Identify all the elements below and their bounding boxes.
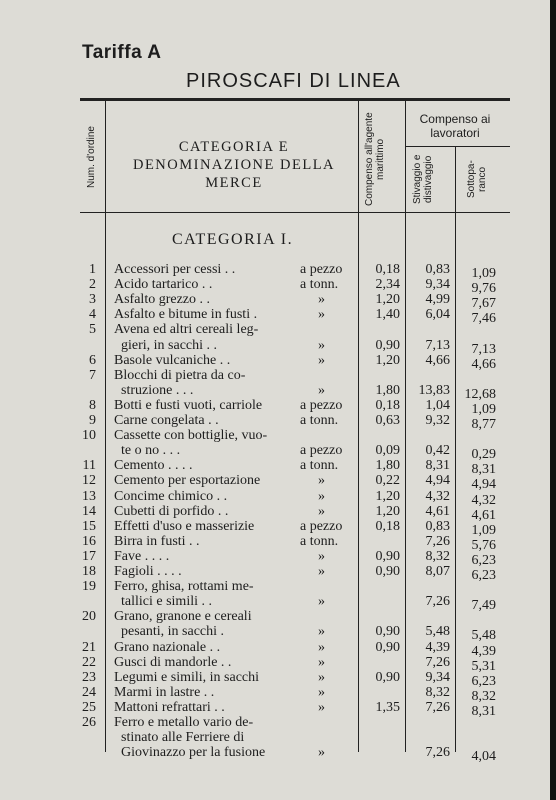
unit-label: a pezzo (300, 519, 343, 534)
row-number: 26 (82, 715, 96, 730)
unit-label: » (318, 624, 325, 639)
unit-label: » (318, 473, 325, 488)
row-number: 7 (89, 368, 96, 383)
sottoparanco-header: Sottopa- ranco (466, 160, 488, 198)
stivaggio-value: 6,04 (425, 307, 450, 322)
unit-label: a pezzo (300, 443, 343, 458)
header-bottom-rule (80, 212, 510, 213)
merce-name: Fagioli . . . . (114, 564, 182, 579)
row-number: 17 (82, 549, 96, 564)
sottoparanco-value: 8,77 (471, 417, 496, 432)
unit-label: » (318, 594, 325, 609)
sottoparanco-value: 8,31 (471, 704, 496, 719)
sottoparanco-value: 4,32 (471, 493, 496, 508)
sottoparanco-value: 5,31 (471, 659, 496, 674)
row-number: 20 (82, 609, 96, 624)
compenso-agente-value: 1,20 (375, 353, 400, 368)
stivaggio-value: 1,04 (425, 398, 450, 413)
sottoparanco-value: 7,49 (471, 598, 496, 613)
merce-name: Gusci di mandorle . . (114, 655, 232, 670)
row-number: 4 (89, 307, 96, 322)
stivaggio-value: 8,32 (425, 549, 450, 564)
unit-label: a tonn. (300, 534, 339, 549)
stivaggio-value: 4,66 (425, 353, 450, 368)
merce-name: Basole vulcaniche . . (114, 353, 231, 368)
unit-label: » (318, 564, 325, 579)
unit-label: » (318, 745, 325, 760)
col-divider-1 (105, 100, 106, 752)
sottoparanco-value: 4,04 (471, 749, 496, 764)
compenso-agente-value: 0,90 (375, 564, 400, 579)
merce-name: pesanti, in sacchi . (121, 624, 225, 639)
row-number: 10 (82, 428, 96, 443)
stivaggio-value: 7,26 (425, 534, 450, 549)
stivaggio-value: 0,83 (425, 262, 450, 277)
stivaggio-value: 9,34 (425, 277, 450, 292)
merce-name: Concime chimico . . (114, 489, 228, 504)
stivaggio-value: 0,83 (425, 519, 450, 534)
stivaggio-header: Stivaggio e distivaggio (412, 154, 434, 204)
merce-name: Mattoni refrattari . . (114, 700, 225, 715)
compenso-agente-value: 0,22 (375, 473, 400, 488)
scan-edge (550, 0, 556, 800)
stivaggio-value: 5,48 (425, 624, 450, 639)
compenso-agente-value: 0,18 (375, 398, 400, 413)
row-number: 2 (89, 277, 96, 292)
merce-name: Birra in fusti . . (114, 534, 200, 549)
stivaggio-value: 7,13 (425, 338, 450, 353)
row-number: 16 (82, 534, 96, 549)
unit-label: a tonn. (300, 277, 339, 292)
row-number: 9 (89, 413, 96, 428)
stivaggio-value: 8,32 (425, 685, 450, 700)
num-ordine-header: Num. d'ordine (86, 126, 97, 188)
sottoparanco-value: 7,46 (471, 311, 496, 326)
row-number: 12 (82, 473, 96, 488)
unit-label: » (318, 307, 325, 322)
tariff-label: Tariffa A (82, 42, 162, 63)
lavoratori-rule (405, 146, 510, 147)
unit-label: » (318, 504, 325, 519)
merce-name: stinato alle Ferriere di (121, 730, 245, 745)
row-number: 25 (82, 700, 96, 715)
merce-name: Effetti d'uso e masserizie (114, 519, 255, 534)
merce-name: Giovinazzo per la fusione (121, 745, 266, 760)
compenso-agente-value: 1,80 (375, 383, 400, 398)
merce-name: Cemento . . . . (114, 458, 193, 473)
merce-name: Ferro, ghisa, rottami me- (114, 579, 254, 594)
unit-label: » (318, 292, 325, 307)
merce-name: Cassette con bottiglie, vuo- (114, 428, 268, 443)
sottoparanco-value: 4,66 (471, 357, 496, 372)
categoria-header: CATEGORIA E DENOMINAZIONE DELLA MERCE (132, 139, 336, 191)
unit-label: a tonn. (300, 458, 339, 473)
unit-label: » (318, 640, 325, 655)
unit-label: » (318, 670, 325, 685)
compenso-agente-value: 2,34 (375, 277, 400, 292)
row-number: 6 (89, 353, 96, 368)
row-number: 5 (89, 322, 96, 337)
sottoparanco-value: 5,76 (471, 538, 496, 553)
compenso-agente-value: 0,90 (375, 549, 400, 564)
stivaggio-value: 7,26 (425, 700, 450, 715)
stivaggio-value: 7,26 (425, 655, 450, 670)
row-number: 8 (89, 398, 96, 413)
stivaggio-value: 9,34 (425, 670, 450, 685)
stivaggio-value: 7,26 (425, 745, 450, 760)
stivaggio-value: 7,26 (425, 594, 450, 609)
unit-label: » (318, 549, 325, 564)
merce-name: tallici e simili . . (121, 594, 212, 609)
page-title: PIROSCAFI DI LINEA (186, 70, 401, 92)
merce-name: te o no . . . (121, 443, 181, 458)
compenso-agente-value: 0,90 (375, 338, 400, 353)
unit-label: » (318, 685, 325, 700)
sottoparanco-value: 12,68 (464, 387, 496, 402)
compenso-agente-value: 0,18 (375, 519, 400, 534)
compenso-agente-value: 1,20 (375, 489, 400, 504)
merce-name: Legumi e simili, in sacchi (114, 670, 260, 685)
merce-name: Marmi in lastre . . (114, 685, 215, 700)
unit-label: » (318, 353, 325, 368)
row-number: 19 (82, 579, 96, 594)
sottoparanco-value: 0,29 (471, 447, 496, 462)
sottoparanco-value: 9,76 (471, 281, 496, 296)
merce-name: Asfalto grezzo . . (114, 292, 211, 307)
sottoparanco-value: 5,48 (471, 628, 496, 643)
merce-name: Cubetti di porfido . . (114, 504, 229, 519)
row-number: 24 (82, 685, 96, 700)
sottoparanco-value: 6,23 (471, 674, 496, 689)
category-title: CATEGORIA I. (172, 231, 294, 248)
sottoparanco-value: 4,61 (471, 508, 496, 523)
compenso-agente-value: 1,40 (375, 307, 400, 322)
compenso-agente-value: 1,80 (375, 458, 400, 473)
merce-name: Botti e fusti vuoti, carriole (114, 398, 263, 413)
compenso-agente-value: 0,90 (375, 624, 400, 639)
unit-label: a tonn. (300, 413, 339, 428)
row-number: 13 (82, 489, 96, 504)
unit-label: a pezzo (300, 262, 343, 277)
row-number: 3 (89, 292, 96, 307)
compenso-agente-value: 0,18 (375, 262, 400, 277)
stivaggio-value: 4,61 (425, 504, 450, 519)
unit-label: » (318, 700, 325, 715)
stivaggio-value: 13,83 (418, 383, 450, 398)
merce-name: Carne congelata . . (114, 413, 219, 428)
unit-label: » (318, 383, 325, 398)
merce-name: struzione . . . (121, 383, 194, 398)
table-top-rule (80, 98, 510, 101)
merce-name: Cemento per esportazione (114, 473, 261, 488)
sottoparanco-value: 7,13 (471, 342, 496, 357)
sottoparanco-value: 8,31 (471, 462, 496, 477)
merce-name: Grano nazionale . . (114, 640, 221, 655)
merce-name: Acido tartarico . . (114, 277, 213, 292)
stivaggio-value: 8,07 (425, 564, 450, 579)
compenso-agente-value: 0,90 (375, 640, 400, 655)
merce-name: Blocchi di pietra da co- (114, 368, 246, 383)
sottoparanco-value: 4,94 (471, 477, 496, 492)
row-number: 11 (82, 458, 96, 473)
compenso-agente-value: 1,20 (375, 504, 400, 519)
row-number: 22 (82, 655, 96, 670)
sottoparanco-value: 1,09 (471, 266, 496, 281)
stivaggio-value: 4,39 (425, 640, 450, 655)
row-number: 21 (82, 640, 96, 655)
merce-name: Asfalto e bitume in fusti . (114, 307, 258, 322)
merce-name: Grano, granone e cereali (114, 609, 252, 624)
sottoparanco-value: 4,39 (471, 644, 496, 659)
sottoparanco-value: 1,09 (471, 402, 496, 417)
compenso-lavoratori-header: Compenso ai lavoratori (419, 112, 491, 140)
merce-name: Ferro e metallo vario de- (114, 715, 254, 730)
stivaggio-value: 9,32 (425, 413, 450, 428)
row-number: 23 (82, 670, 96, 685)
stivaggio-value: 8,31 (425, 458, 450, 473)
merce-name: Fave . . . . (114, 549, 170, 564)
sottoparanco-value: 1,09 (471, 523, 496, 538)
merce-name: Accessori per cessi . . (114, 262, 236, 277)
compenso-agente-value: 0,63 (375, 413, 400, 428)
unit-label: » (318, 338, 325, 353)
sottoparanco-value: 8,32 (471, 689, 496, 704)
unit-label: » (318, 489, 325, 504)
compenso-agente-header: Compenso all'agente marittimo (364, 112, 386, 206)
row-number: 18 (82, 564, 96, 579)
merce-name: gieri, in sacchi . . (121, 338, 218, 353)
stivaggio-value: 4,32 (425, 489, 450, 504)
sottoparanco-value: 6,23 (471, 568, 496, 583)
stivaggio-value: 4,94 (425, 473, 450, 488)
sottoparanco-value: 7,67 (471, 296, 496, 311)
stivaggio-value: 4,99 (425, 292, 450, 307)
compenso-agente-value: 0,09 (375, 443, 400, 458)
stivaggio-value: 0,42 (425, 443, 450, 458)
compenso-agente-value: 0,90 (375, 670, 400, 685)
unit-label: » (318, 655, 325, 670)
unit-label: a pezzo (300, 398, 343, 413)
row-number: 14 (82, 504, 96, 519)
sottoparanco-value: 6,23 (471, 553, 496, 568)
compenso-agente-value: 1,35 (375, 700, 400, 715)
compenso-agente-value: 1,20 (375, 292, 400, 307)
merce-name: Avena ed altri cereali leg- (114, 322, 259, 337)
row-number: 15 (82, 519, 96, 534)
row-number: 1 (89, 262, 96, 277)
